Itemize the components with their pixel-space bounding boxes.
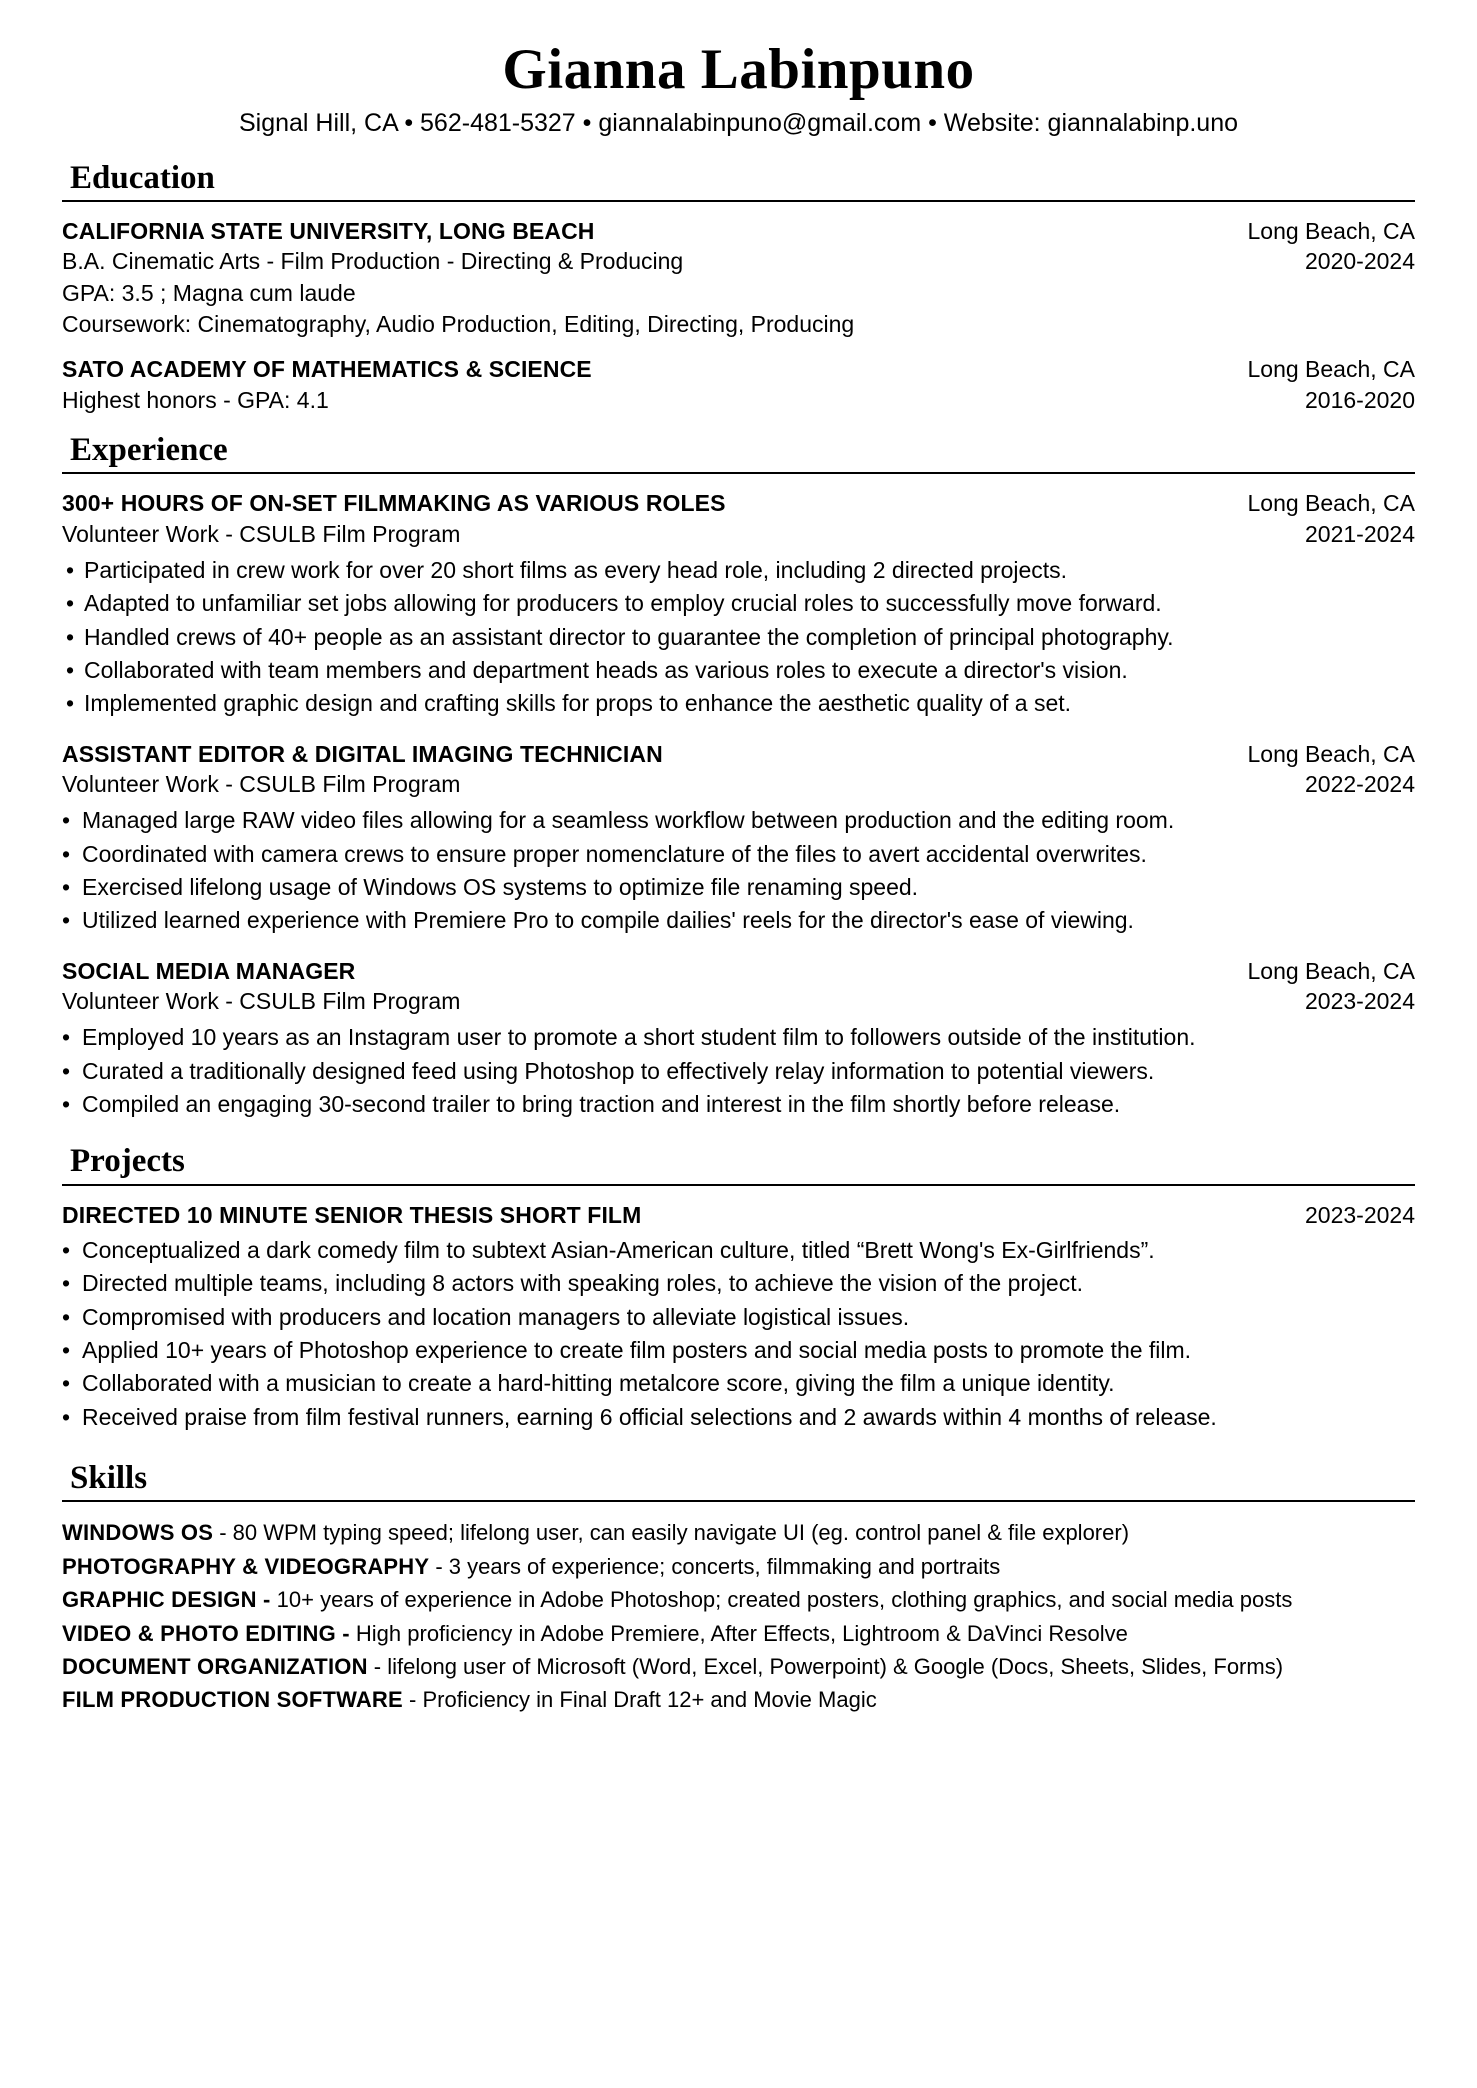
list-item: • Employed 10 years as an Instagram user to promote a short student film to followers outside of the institution.: [62, 1021, 1415, 1054]
skill-label: VIDEO & PHOTO EDITING -: [62, 1620, 350, 1646]
list-item: • Collaborated with a musician to create a hard-hitting metalcore score, giving the film a unique identity.: [62, 1367, 1415, 1400]
experience-role: ASSISTANT EDITOR & DIGITAL IMAGING TECHNICIAN: [62, 740, 663, 767]
list-item: • Conceptualized a dark comedy film to subtext Asian-American culture, titled “Brett Wong's Ex-Girlfriends”.: [62, 1234, 1415, 1267]
experience-role: 300+ HOURS OF ON-SET FILMMAKING AS VARIOUS ROLES: [62, 490, 726, 517]
list-item: • Collaborated with team members and department heads as various roles to execute a director's vision.: [62, 654, 1415, 687]
list-item: • Curated a traditionally designed feed using Photoshop to effectively relay information to potential viewers.: [62, 1055, 1415, 1088]
skill-value: - 3 years of experience; concerts, filmmaking and portraits: [429, 1553, 1001, 1579]
experience-entry: [62, 488, 1415, 720]
skill-label: FILM PRODUCTION SOFTWARE: [62, 1687, 403, 1713]
section-divider: [62, 1500, 1415, 1502]
education-honors: Highest honors - GPA: 4.1: [62, 386, 329, 413]
project-bullets: [62, 1234, 1415, 1434]
section-divider: [62, 1184, 1415, 1186]
project-dates: 2023-2024: [1305, 1201, 1415, 1228]
project-entry: [62, 1200, 1415, 1434]
education-location: Long Beach, CA: [1247, 218, 1415, 245]
experience-org: Volunteer Work - CSULB Film Program: [62, 520, 461, 547]
skill-value: - Proficiency in Final Draft 12+ and Movie Magic: [402, 1687, 877, 1713]
section-heading-projects: Projects: [70, 1143, 185, 1180]
experience-bullets: [62, 554, 1415, 721]
skill-value: - 80 WPM typing speed; lifelong user, can easily navigate UI (eg. control panel & file explorer): [213, 1520, 1130, 1546]
experience-org: Volunteer Work - CSULB Film Program: [62, 770, 461, 797]
skill-item: [62, 1617, 1415, 1650]
skill-value: 10+ years of experience in Adobe Photoshop; created posters, clothing graphics, and social media posts: [270, 1587, 1293, 1613]
experience-bullets: [62, 804, 1415, 937]
list-item: • Handled crews of 40+ people as an assistant director to guarantee the completion of principal photography.: [62, 621, 1415, 654]
section-heading-education: Education: [70, 159, 215, 196]
list-item: • Directed multiple teams, including 8 actors with speaking roles, to achieve the vision of the project.: [62, 1267, 1415, 1300]
section-heading-skills: Skills: [70, 1459, 148, 1496]
list-item: • Received praise from film festival runners, earning 6 official selections and 2 awards within 4 months of release.: [62, 1401, 1415, 1434]
education-coursework: Coursework: Cinematography, Audio Production, Editing, Directing, Producing: [62, 311, 855, 338]
experience-bullets: [62, 1021, 1415, 1121]
education-location: Long Beach, CA: [1247, 356, 1415, 383]
experience-location: Long Beach, CA: [1247, 957, 1415, 984]
list-item: • Compiled an engaging 30-second trailer to bring traction and interest in the film shortly before release.: [62, 1088, 1415, 1121]
education-org: CALIFORNIA STATE UNIVERSITY, LONG BEACH: [62, 218, 595, 245]
list-item: • Managed large RAW video files allowing for a seamless workflow between production and the editing room.: [62, 804, 1415, 837]
education-dates: 2020-2024: [1305, 248, 1415, 275]
page-title: Gianna Labinpuno: [502, 38, 975, 101]
education-entry: [62, 216, 1415, 340]
experience-dates: 2022-2024: [1305, 770, 1415, 797]
list-item: • Exercised lifelong usage of Windows OS systems to optimize file renaming speed.: [62, 871, 1415, 904]
skill-label: GRAPHIC DESIGN -: [62, 1587, 271, 1613]
skill-label: PHOTOGRAPHY & VIDEOGRAPHY: [62, 1553, 430, 1579]
experience-org: Volunteer Work - CSULB Film Program: [62, 987, 461, 1014]
project-title: DIRECTED 10 MINUTE SENIOR THESIS SHORT FILM: [62, 1201, 642, 1228]
experience-dates: 2021-2024: [1305, 520, 1415, 547]
experience-location: Long Beach, CA: [1247, 740, 1415, 767]
skill-value: High proficiency in Adobe Premiere, After Effects, Lightroom & DaVinci Resolve: [349, 1620, 1128, 1646]
list-item: • Coordinated with camera crews to ensure proper nomenclature of the files to avert accidental overwrites.: [62, 838, 1415, 871]
education-gpa: GPA: 3.5 ; Magna cum laude: [62, 279, 356, 306]
experience-location: Long Beach, CA: [1247, 490, 1415, 517]
experience-dates: 2023-2024: [1305, 987, 1415, 1014]
experience-entry: [62, 956, 1415, 1122]
list-item: • Implemented graphic design and crafting skills for props to enhance the aesthetic quality of a set.: [62, 687, 1415, 720]
list-item: • Participated in crew work for over 20 short films as every head role, including 2 directed projects.: [62, 554, 1415, 587]
section-divider: [62, 472, 1415, 474]
education-entry: [62, 354, 1415, 416]
list-item: • Adapted to unfamiliar set jobs allowing for producers to employ crucial roles to successfully move forward.: [62, 587, 1415, 620]
skill-item: [62, 1683, 1415, 1716]
experience-role: SOCIAL MEDIA MANAGER: [62, 957, 356, 984]
experience-entry: [62, 739, 1415, 938]
section-heading-experience: Experience: [70, 431, 228, 468]
skill-label: DOCUMENT ORGANIZATION: [62, 1653, 368, 1679]
skills-list: [62, 1516, 1415, 1717]
list-item: • Compromised with producers and location managers to alleviate logistical issues.: [62, 1301, 1415, 1334]
education-org: SATO ACADEMY OF MATHEMATICS & SCIENCE: [62, 356, 592, 383]
section-divider: [62, 200, 1415, 202]
skill-label: WINDOWS OS: [62, 1520, 214, 1546]
skill-item: [62, 1583, 1415, 1616]
education-degree: B.A. Cinematic Arts - Film Production - Directing & Producing: [62, 248, 684, 275]
skill-item: [62, 1550, 1415, 1583]
list-item: • Applied 10+ years of Photoshop experience to create film posters and social media posts to promote the film.: [62, 1334, 1415, 1367]
skill-item: [62, 1516, 1415, 1549]
contact-line: Signal Hill, CA • 562-481-5327 • giannalabinpuno@gmail.com • Website: giannalabinp.uno: [238, 108, 1239, 137]
education-dates: 2016-2020: [1305, 386, 1415, 413]
skill-value: - lifelong user of Microsoft (Word, Excel, Powerpoint) & Google (Docs, Sheets, Slides, Forms): [367, 1653, 1284, 1679]
list-item: • Utilized learned experience with Premiere Pro to compile dailies' reels for the director's ease of viewing.: [62, 904, 1415, 937]
skill-item: [62, 1650, 1415, 1683]
